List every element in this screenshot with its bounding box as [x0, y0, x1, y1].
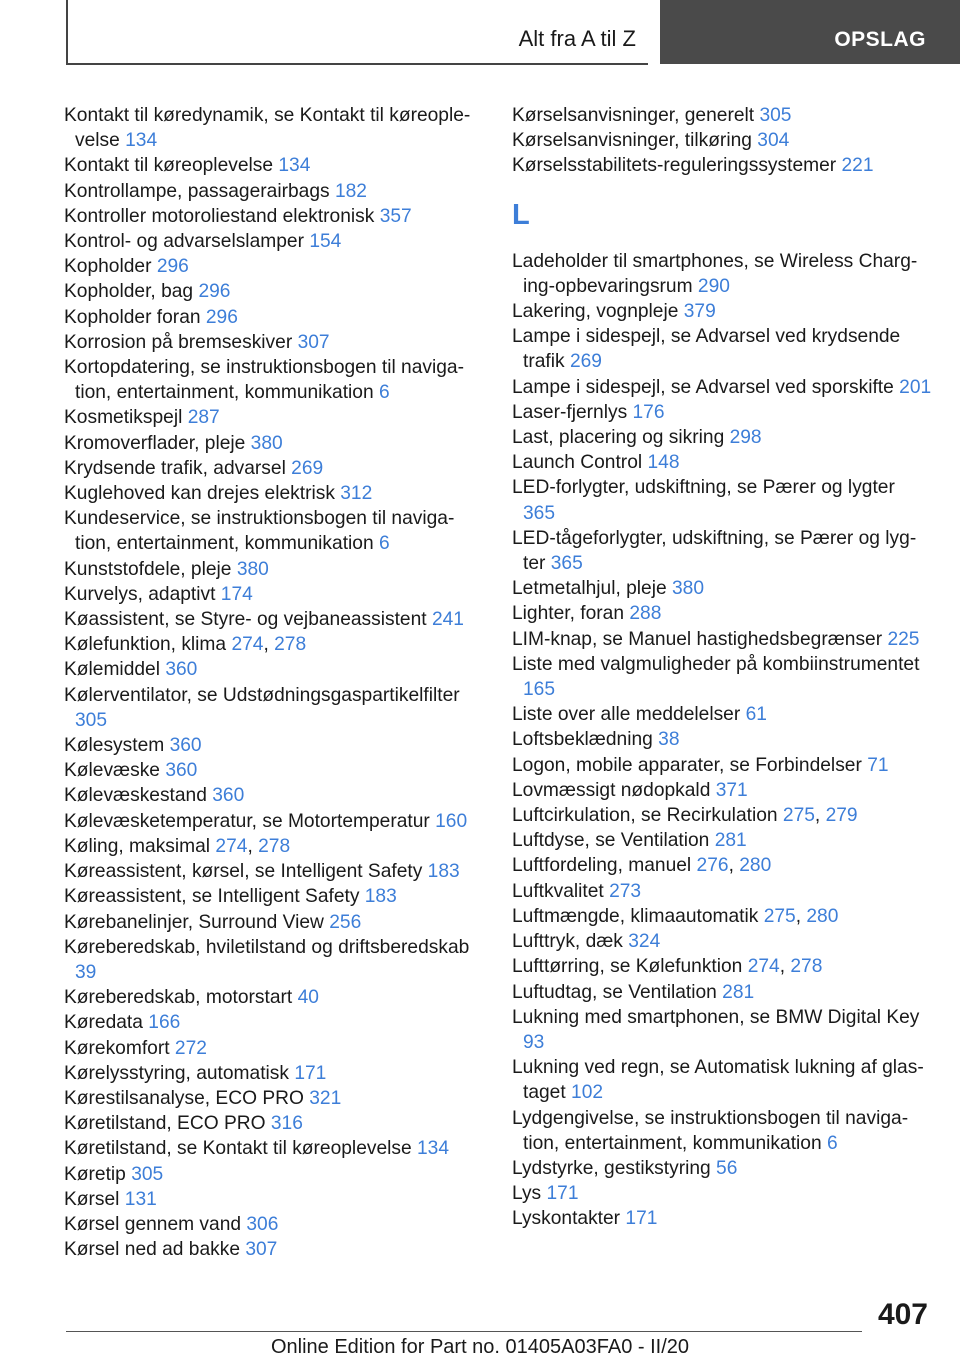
page-reference-link[interactable]: 93 — [523, 1031, 545, 1053]
index-entry-text: Kørsel gennem vand — [64, 1213, 242, 1235]
index-entry-text: Kølevæsketemperatur, se Motortemperatur — [64, 810, 430, 832]
index-entry-text: Køredata — [64, 1012, 143, 1034]
page-reference-link[interactable]: 269 — [569, 351, 602, 373]
index-entry — [512, 1005, 932, 1055]
index-entry — [64, 431, 480, 456]
index-entry — [64, 935, 480, 985]
index-entry — [64, 1111, 480, 1136]
page-reference-link[interactable]: 272 — [174, 1037, 207, 1059]
index-entry-text: Kosmetikspejl — [64, 407, 183, 429]
index-entry — [512, 879, 932, 904]
index-entry — [64, 1086, 480, 1111]
index-entry-text: Kørebanelinjer, Surround View — [64, 911, 324, 933]
index-entry-text: Kontrollampe, passagerairbags — [64, 180, 330, 202]
page-reference-link[interactable]: 296 — [198, 281, 231, 303]
index-entry — [512, 299, 932, 324]
page-reference-link[interactable]: 38 — [658, 729, 680, 751]
page-reference-link[interactable]: 174 — [220, 583, 253, 605]
page-reference-link[interactable]: 316 — [270, 1113, 303, 1135]
page-reference-link[interactable]: 273 — [609, 880, 642, 902]
index-entry-text: Krydsende trafik, advarsel — [64, 457, 286, 479]
page-reference-link[interactable]: 56 — [716, 1157, 738, 1179]
index-entry — [512, 526, 932, 576]
page-reference-link[interactable]: 296 — [156, 256, 189, 278]
page-reference-link[interactable]: 166 — [148, 1012, 181, 1034]
page-reference-link[interactable]: 40 — [297, 987, 319, 1009]
index-entry-text: Kopholder foran — [64, 306, 201, 328]
index-entry — [64, 783, 480, 808]
page-reference-link[interactable]: 380 — [672, 578, 705, 600]
index-entry-text: Lys — [512, 1183, 542, 1205]
page-reference-link[interactable]: 154 — [309, 231, 342, 253]
index-entry-text: Kølerventilator, se Udstødningsgaspartikelfilter — [64, 684, 460, 706]
page-reference-link[interactable]: 371 — [715, 779, 748, 801]
index-entry — [512, 753, 932, 778]
page-reference-link[interactable]: 280 — [806, 905, 839, 927]
index-entry — [64, 279, 480, 304]
index-entry — [64, 506, 480, 556]
index-entry: Luftfordeling, manuel 276, 280 — [512, 855, 772, 877]
page-reference-link[interactable]: 360 — [165, 760, 198, 782]
page-reference-link[interactable]: 380 — [236, 558, 269, 580]
index-entry — [64, 657, 480, 682]
index-entry-text: Lufttørring, se Kølefunktion — [512, 956, 743, 978]
page-reference-link[interactable]: 39 — [75, 961, 97, 983]
page-reference-link[interactable]: 321 — [309, 1087, 342, 1109]
index-entry-text: Lighter, foran — [512, 603, 625, 625]
index-entry — [64, 481, 480, 506]
index-entry — [64, 1162, 480, 1187]
index-entry — [64, 683, 480, 733]
page-reference-link[interactable]: 276 — [696, 855, 729, 877]
index-entry-text: Liste over alle meddelelser — [512, 704, 741, 726]
index-column-left — [64, 103, 480, 1262]
index-entry — [512, 249, 932, 299]
index-entry-text: Lydstyrke, gestikstyring — [512, 1157, 711, 1179]
page-reference-link[interactable]: 305 — [759, 105, 792, 126]
page-reference-link[interactable]: 306 — [246, 1213, 279, 1235]
index-entry — [512, 400, 932, 425]
section-title: Alt fra A til Z — [518, 26, 636, 51]
index-entry-text: Kølevæske — [64, 760, 160, 782]
index-entry-text: Kørelysstyring, automatisk — [64, 1062, 289, 1084]
index-entry-text: Lydgengivelse, se instruktionsbogen til navigation, entertainment, kommunikation — [512, 1107, 909, 1154]
page-reference-link[interactable]: 102 — [571, 1082, 604, 1104]
index-entry — [64, 1136, 480, 1161]
index-entry-text: Køreberedskab, hviletilstand og driftsberedskab — [64, 936, 470, 958]
index-entry — [64, 1036, 480, 1061]
index-entry-text: Kørsel — [64, 1188, 120, 1210]
page-reference-link[interactable]: 278 — [258, 835, 291, 857]
index-entry-text: LED-forlygter, udskiftning, se Pærer og lygter — [512, 477, 895, 499]
index-entry-text: Kundeservice, se instruktionsbogen til navigation, entertainment, kommunikation — [64, 508, 455, 555]
index-entry-text: Køretilstand, ECO PRO — [64, 1113, 266, 1135]
index-entry-text: Kørsel ned ad bakke — [64, 1239, 240, 1261]
page-reference-link[interactable]: 148 — [647, 452, 680, 474]
page-reference-link[interactable]: 360 — [165, 659, 198, 681]
index-entry — [512, 778, 932, 803]
index-letter-heading: L — [512, 198, 530, 231]
index-entry — [64, 985, 480, 1010]
page-reference-link[interactable]: 360 — [169, 735, 202, 757]
index-entry-text: Luftcirkulation, se Recirkulation — [512, 805, 778, 827]
page-reference-link[interactable]: 357 — [379, 205, 412, 227]
index-entry-text: Køling, maksimal — [64, 835, 211, 857]
index-entry-text: Kølemiddel — [64, 659, 160, 681]
page-reference-link[interactable]: 269 — [291, 457, 324, 479]
index-entry-text: Kromoverflader, pleje — [64, 432, 246, 454]
index-entry — [64, 809, 480, 834]
page-reference-link[interactable]: 281 — [722, 981, 755, 1003]
page-reference-link[interactable]: 307 — [245, 1239, 278, 1261]
page-reference-link[interactable]: 312 — [340, 483, 373, 505]
index-column-right — [512, 103, 932, 1232]
index-entry-text: Køassistent, se Styre- og vejbaneassistent — [64, 609, 427, 631]
index-entry — [512, 128, 932, 153]
index-entry — [512, 324, 932, 374]
index-entry-text: Laser-fjernlys — [512, 401, 628, 423]
index-entry — [64, 557, 480, 582]
index-entry — [512, 1055, 932, 1105]
index-entry — [64, 330, 480, 355]
page-reference-link[interactable]: 305 — [75, 709, 108, 731]
index-entry-text: Lukning med smartphonen, se BMW Digital Key — [512, 1006, 920, 1028]
index-entry-text: Lyskontakter — [512, 1208, 621, 1230]
index-entry-text: Kølesystem — [64, 735, 165, 757]
index-entry — [512, 627, 932, 652]
index-entry — [64, 1061, 480, 1086]
index-entry-text: Kørselsanvisninger, generelt — [512, 105, 755, 126]
page-reference-link[interactable]: 305 — [131, 1163, 164, 1185]
index-entry-text: Loftsbeklædning — [512, 729, 653, 751]
index-entry — [512, 103, 932, 128]
index-group-l — [512, 249, 932, 1232]
page-reference-link[interactable]: 225 — [887, 628, 920, 650]
index-entry: Køling, maksimal 274, 278 — [64, 835, 291, 857]
index-entry — [64, 355, 480, 405]
page-reference-link[interactable]: 380 — [250, 432, 283, 454]
index-entry-text: Luftdyse, se Ventilation — [512, 830, 710, 852]
index-entry-text: Kuglehoved kan drejes elektrisk — [64, 483, 335, 505]
page-reference-link[interactable]: 61 — [745, 704, 767, 726]
index-entry-text: LIM-knap, se Manuel hastighedsbegrænser — [512, 628, 883, 650]
page-reference-link[interactable]: 221 — [841, 155, 874, 177]
page-reference-link[interactable]: 201 — [899, 376, 932, 398]
index-entry — [512, 1206, 932, 1231]
page-reference-link[interactable]: 6 — [378, 382, 390, 404]
index-entry — [512, 576, 932, 601]
index-entry — [64, 1212, 480, 1237]
index-entry — [64, 884, 480, 909]
page-reference-link[interactable]: 279 — [825, 805, 858, 827]
index-entry-text: Køreberedskab, motorstart — [64, 987, 293, 1009]
index-entry — [64, 179, 480, 204]
page-reference-link[interactable]: 287 — [187, 407, 220, 429]
page-reference-link[interactable]: 274 — [215, 835, 248, 857]
page-reference-link[interactable]: 304 — [757, 130, 790, 152]
index-entry-text: Køreassistent, se Intelligent Safety — [64, 886, 360, 908]
index-entry — [512, 1106, 932, 1156]
index-entry — [512, 1181, 932, 1206]
index-entry-text: Kølevæskestand — [64, 785, 207, 807]
index-entry — [512, 153, 932, 178]
index-entry — [64, 103, 480, 153]
index-entry — [512, 450, 932, 475]
index-entry: Luftmængde, klimaautomatik 275, 280 — [512, 905, 839, 927]
page-reference-link[interactable]: 379 — [683, 301, 716, 323]
page-reference-link[interactable]: 256 — [329, 911, 362, 933]
page-reference-link[interactable]: 171 — [546, 1183, 579, 1205]
index-entry-text: Kørselsanvisninger, tilkøring — [512, 130, 752, 152]
index-entry — [512, 601, 932, 626]
index-entry-text: Lovmæssigt nødopkald — [512, 779, 711, 801]
page-reference-link[interactable]: 134 — [278, 155, 311, 177]
index-entry-text: Lakering, vognpleje — [512, 301, 679, 323]
page-reference-link[interactable]: 281 — [714, 830, 747, 852]
page-reference-link[interactable]: 241 — [431, 609, 464, 631]
page-reference-link[interactable]: 360 — [212, 785, 245, 807]
page-reference-link[interactable]: 183 — [364, 886, 397, 908]
index-entry-text: Kontroller motoroliestand elektronisk — [64, 205, 375, 227]
page-reference-link[interactable]: 278 — [274, 634, 307, 656]
page-reference-link[interactable]: 274 — [231, 634, 264, 656]
page-reference-link[interactable]: 6 — [826, 1132, 838, 1154]
index-entry — [64, 456, 480, 481]
page-reference-link[interactable]: 280 — [739, 855, 772, 877]
index-entry-text: Kørestilsanalyse, ECO PRO — [64, 1087, 304, 1109]
page-reference-link[interactable]: 298 — [729, 427, 762, 449]
index-entry — [512, 702, 932, 727]
page-reference-link[interactable]: 278 — [790, 956, 823, 978]
index-entry — [64, 229, 480, 254]
index-entry-text: Last, placering og sikring — [512, 427, 725, 449]
page-reference-link[interactable]: 288 — [629, 603, 662, 625]
index-entry-text: Logon, mobile apparater, se Forbindelser — [512, 754, 862, 776]
index-entry — [64, 254, 480, 279]
index-entry-text: Ladeholder til smartphones, se Wireless Charging-opbevaringsrum — [512, 250, 918, 297]
index-entry-text: Liste med valgmuligheder på kombiinstrumentet — [512, 653, 920, 675]
index-entry-text: Launch Control — [512, 452, 643, 474]
index-entry-text: Kopholder, bag — [64, 281, 194, 303]
page-reference-link[interactable]: 134 — [417, 1138, 450, 1160]
index-entry: Lufttørring, se Kølefunktion 274, 278 — [512, 956, 823, 978]
page-reference-link[interactable]: 183 — [427, 861, 460, 883]
page-number: 407 — [877, 1298, 928, 1331]
index-entry-text: LED-tågeforlygter, udskiftning, se Pærer og lygter — [512, 527, 917, 575]
index-entry — [512, 652, 932, 702]
index-entry — [512, 475, 932, 525]
index-entry-text: Lukning ved regn, se Automatisk lukning af glastaget — [512, 1057, 924, 1104]
index-entry: Kølefunktion, klima 274, 278 — [64, 634, 307, 656]
index-entry-text: Kortopdatering, se instruktionsbogen til navigation, entertainment, kommunikation — [64, 357, 464, 404]
index-entry — [512, 425, 932, 450]
index-entry — [64, 582, 480, 607]
index-entry-text: Køretilstand, se Kontakt til køreoplevelse — [64, 1138, 412, 1160]
page-reference-link[interactable]: 131 — [124, 1188, 157, 1210]
index-entry — [512, 375, 932, 400]
index-entry-text: Kørselsstabilitets-reguleringssystemer — [512, 155, 837, 177]
index-entry-text: Kontrol- og advarselslamper — [64, 231, 304, 253]
index-entry-text: Kopholder — [64, 256, 152, 278]
page-reference-link[interactable]: 134 — [125, 130, 158, 152]
index-entry — [512, 727, 932, 752]
index-entry-text: Kunststofdele, pleje — [64, 558, 232, 580]
section-tab-label: OPSLAG — [834, 28, 926, 51]
index-entry — [64, 758, 480, 783]
index-entry — [512, 828, 932, 853]
page-reference-link[interactable]: 171 — [294, 1062, 327, 1084]
index-group-k-continued — [512, 103, 932, 179]
section-tab — [660, 0, 960, 64]
page-reference-link[interactable]: 307 — [297, 331, 330, 353]
page-reference-link[interactable]: 160 — [435, 810, 468, 832]
index-entry: Luftcirkulation, se Recirkulation 275, 279 — [512, 805, 858, 827]
index-entry — [64, 153, 480, 178]
page-reference-link[interactable]: 296 — [205, 306, 238, 328]
index-entry-text: Kørekomfort — [64, 1037, 170, 1059]
index-entry-text: Luftkvalitet — [512, 880, 604, 902]
index-entry-text: Luftmængde, klimaautomatik — [512, 905, 759, 927]
index-entry — [64, 1187, 480, 1212]
index-entry — [64, 1010, 480, 1035]
page-reference-link[interactable]: 71 — [867, 754, 889, 776]
index-entry — [512, 929, 932, 954]
index-entry — [512, 1156, 932, 1181]
page-reference-link[interactable]: 6 — [378, 533, 390, 555]
index-entry-text: Lufttryk, dæk — [512, 931, 623, 953]
index-entry — [64, 910, 480, 935]
page-reference-link[interactable]: 275 — [782, 805, 815, 827]
index-entry — [64, 1237, 480, 1262]
index-entry — [64, 607, 480, 632]
header-left-rule — [66, 0, 68, 64]
index-entry-text: Kontakt til køreoplevelse — [64, 155, 274, 177]
page-reference-link[interactable]: 290 — [697, 275, 730, 297]
index-entry-text: Køreassistent, kørsel, se Intelligent Safety — [64, 861, 423, 883]
index-entry-text: Letmetalhjul, pleje — [512, 578, 667, 600]
index-entry — [64, 405, 480, 430]
index-entry — [64, 859, 480, 884]
index-entry-text: Korrosion på bremseskiver — [64, 331, 293, 353]
index-entry — [512, 980, 932, 1005]
footer-rule — [66, 1331, 862, 1332]
page-reference-link[interactable]: 182 — [334, 180, 367, 202]
page-reference-link[interactable]: 165 — [523, 679, 556, 701]
index-entry — [64, 305, 480, 330]
index-entry — [64, 733, 480, 758]
page-reference-link[interactable]: 274 — [747, 956, 780, 978]
page-reference-link[interactable]: 324 — [628, 931, 661, 953]
index-entry-text: Luftudtag, se Ventilation — [512, 981, 717, 1003]
page-reference-link[interactable]: 176 — [632, 401, 665, 423]
index-entry-text: Kurvelys, adaptivt — [64, 583, 216, 605]
page-reference-link[interactable]: 365 — [523, 502, 556, 524]
page-reference-link[interactable]: 171 — [625, 1208, 658, 1230]
index-entry-text: Lampe i sidespejl, se Advarsel ved sporskifte — [512, 376, 894, 398]
index-entry-text: Lampe i sidespejl, se Advarsel ved krydsende trafik — [512, 326, 901, 373]
index-entry-text: Kølefunktion, klima — [64, 634, 227, 656]
footer-edition[interactable]: Online Edition for Part no. 01405A03FA0 - II/20 — [270, 1336, 690, 1358]
index-entry — [64, 204, 480, 229]
index-entry-text: Luftfordeling, manuel — [512, 855, 692, 877]
page-reference-link[interactable]: 275 — [763, 905, 796, 927]
index-entry-text: Køretip — [64, 1163, 126, 1185]
page-reference-link[interactable]: 365 — [550, 553, 583, 575]
index-entry-text: Kontakt til køredynamik, se Kontakt til køreoplevelse — [64, 105, 471, 152]
header-bottom-rule — [66, 63, 648, 65]
